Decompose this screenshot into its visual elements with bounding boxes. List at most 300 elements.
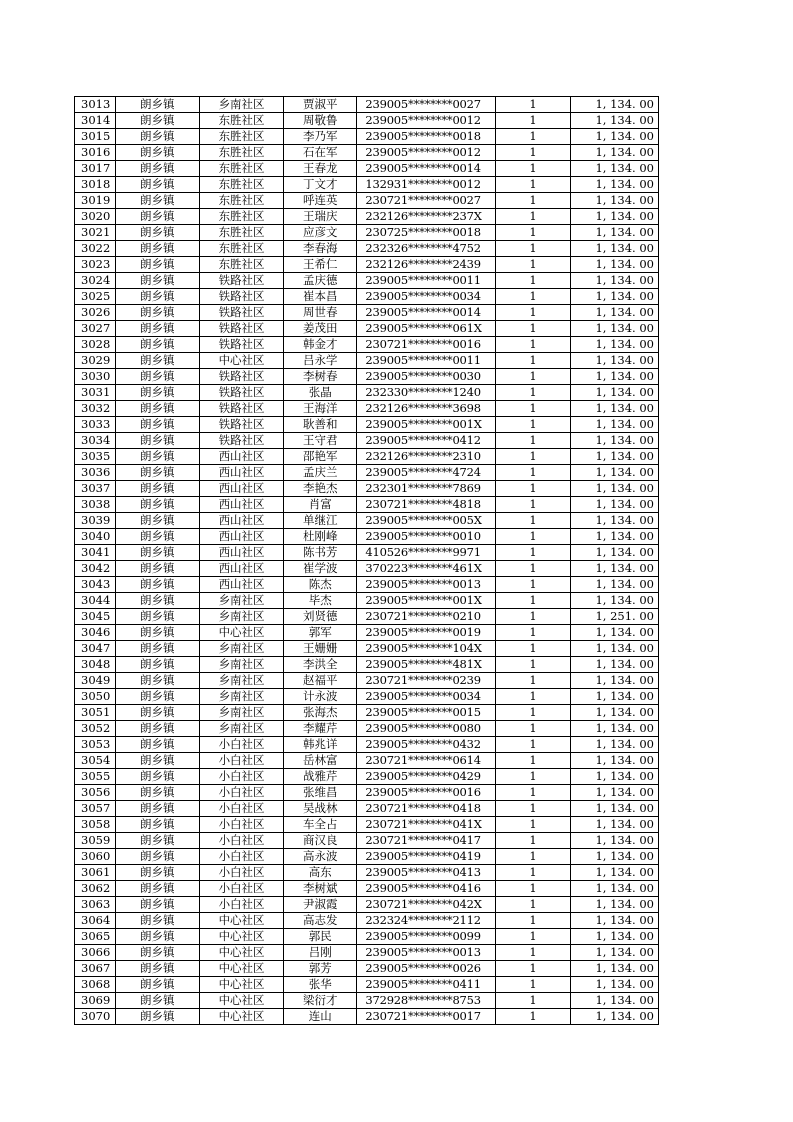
id-number-cell: 239005********005X	[357, 513, 496, 529]
person-name-cell: 王海洋	[284, 401, 357, 417]
row-number-cell: 3038	[75, 497, 116, 513]
count-cell: 1	[496, 321, 570, 337]
town-cell: 朗乡镇	[115, 673, 199, 689]
person-name-cell: 刘贤德	[284, 609, 357, 625]
community-cell: 铁路社区	[199, 433, 283, 449]
id-number-cell: 239005********0018	[357, 129, 496, 145]
count-cell: 1	[496, 273, 570, 289]
count-cell: 1	[496, 129, 570, 145]
count-cell: 1	[496, 513, 570, 529]
community-cell: 乡南社区	[199, 609, 283, 625]
town-cell: 朗乡镇	[115, 545, 199, 561]
row-number-cell: 3013	[75, 97, 116, 113]
table-row	[75, 417, 659, 433]
table-row	[75, 961, 659, 977]
count-cell: 1	[496, 945, 570, 961]
id-number-cell: 230721********0017	[357, 1009, 496, 1025]
community-cell: 乡南社区	[199, 705, 283, 721]
row-number-cell: 3045	[75, 609, 116, 625]
id-number-cell: 239005********0080	[357, 721, 496, 737]
community-cell: 乡南社区	[199, 689, 283, 705]
table-row	[75, 193, 659, 209]
table-row	[75, 881, 659, 897]
community-cell: 中心社区	[199, 1009, 283, 1025]
table-row	[75, 97, 659, 113]
community-cell: 乡南社区	[199, 657, 283, 673]
id-number-cell: 230725********0018	[357, 225, 496, 241]
id-number-cell: 239005********0027	[357, 97, 496, 113]
person-name-cell: 张华	[284, 977, 357, 993]
amount-cell: 1, 134. 00	[570, 945, 658, 961]
row-number-cell: 3031	[75, 385, 116, 401]
count-cell: 1	[496, 817, 570, 833]
table-row	[75, 145, 659, 161]
town-cell: 朗乡镇	[115, 705, 199, 721]
table-row	[75, 769, 659, 785]
amount-cell: 1, 134. 00	[570, 737, 658, 753]
person-name-cell: 车全占	[284, 817, 357, 833]
amount-cell: 1, 134. 00	[570, 369, 658, 385]
community-cell: 西山社区	[199, 497, 283, 513]
person-name-cell: 梁衍才	[284, 993, 357, 1009]
count-cell: 1	[496, 865, 570, 881]
person-name-cell: 崔学波	[284, 561, 357, 577]
community-cell: 小白社区	[199, 865, 283, 881]
id-number-cell: 230721********4818	[357, 497, 496, 513]
amount-cell: 1, 134. 00	[570, 481, 658, 497]
table-row	[75, 577, 659, 593]
row-number-cell: 3057	[75, 801, 116, 817]
person-name-cell: 李树斌	[284, 881, 357, 897]
table-row	[75, 897, 659, 913]
row-number-cell: 3037	[75, 481, 116, 497]
community-cell: 小白社区	[199, 801, 283, 817]
town-cell: 朗乡镇	[115, 129, 199, 145]
id-number-cell: 239005********061X	[357, 321, 496, 337]
row-number-cell: 3068	[75, 977, 116, 993]
table-row	[75, 241, 659, 257]
row-number-cell: 3047	[75, 641, 116, 657]
id-number-cell: 239005********0026	[357, 961, 496, 977]
id-number-cell: 230721********041X	[357, 817, 496, 833]
table-row	[75, 177, 659, 193]
row-number-cell: 3022	[75, 241, 116, 257]
amount-cell: 1, 134. 00	[570, 689, 658, 705]
id-number-cell: 239005********0413	[357, 865, 496, 881]
id-number-cell: 239005********001X	[357, 593, 496, 609]
community-cell: 中心社区	[199, 929, 283, 945]
person-name-cell: 陈书芳	[284, 545, 357, 561]
person-name-cell: 张海杰	[284, 705, 357, 721]
community-cell: 西山社区	[199, 529, 283, 545]
row-number-cell: 3015	[75, 129, 116, 145]
person-name-cell: 岳林富	[284, 753, 357, 769]
count-cell: 1	[496, 481, 570, 497]
table-row	[75, 561, 659, 577]
row-number-cell: 3017	[75, 161, 116, 177]
community-cell: 小白社区	[199, 753, 283, 769]
count-cell: 1	[496, 145, 570, 161]
community-cell: 小白社区	[199, 897, 283, 913]
person-name-cell: 陈杰	[284, 577, 357, 593]
community-cell: 铁路社区	[199, 401, 283, 417]
count-cell: 1	[496, 561, 570, 577]
town-cell: 朗乡镇	[115, 577, 199, 593]
town-cell: 朗乡镇	[115, 289, 199, 305]
person-name-cell: 李春海	[284, 241, 357, 257]
amount-cell: 1, 134. 00	[570, 97, 658, 113]
row-number-cell: 3052	[75, 721, 116, 737]
town-cell: 朗乡镇	[115, 1009, 199, 1025]
person-name-cell: 肖富	[284, 497, 357, 513]
person-name-cell: 呼连英	[284, 193, 357, 209]
person-name-cell: 战雅芹	[284, 769, 357, 785]
person-name-cell: 吴战林	[284, 801, 357, 817]
town-cell: 朗乡镇	[115, 305, 199, 321]
table-row	[75, 657, 659, 673]
table-row	[75, 129, 659, 145]
community-cell: 小白社区	[199, 817, 283, 833]
table-row	[75, 625, 659, 641]
id-number-cell: 230721********0027	[357, 193, 496, 209]
amount-cell: 1, 134. 00	[570, 641, 658, 657]
amount-cell: 1, 134. 00	[570, 353, 658, 369]
town-cell: 朗乡镇	[115, 321, 199, 337]
amount-cell: 1, 134. 00	[570, 465, 658, 481]
amount-cell: 1, 134. 00	[570, 273, 658, 289]
table-row	[75, 641, 659, 657]
id-number-cell: 239005********0012	[357, 145, 496, 161]
row-number-cell: 3019	[75, 193, 116, 209]
community-cell: 乡南社区	[199, 673, 283, 689]
id-number-cell: 239005********0034	[357, 689, 496, 705]
count-cell: 1	[496, 209, 570, 225]
town-cell: 朗乡镇	[115, 401, 199, 417]
town-cell: 朗乡镇	[115, 913, 199, 929]
person-name-cell: 计永波	[284, 689, 357, 705]
row-number-cell: 3051	[75, 705, 116, 721]
table-row	[75, 993, 659, 1009]
row-number-cell: 3025	[75, 289, 116, 305]
amount-cell: 1, 134. 00	[570, 337, 658, 353]
id-number-cell: 239005********0012	[357, 113, 496, 129]
person-name-cell: 李艳杰	[284, 481, 357, 497]
person-name-cell: 高志发	[284, 913, 357, 929]
town-cell: 朗乡镇	[115, 369, 199, 385]
count-cell: 1	[496, 961, 570, 977]
id-number-cell: 239005********0014	[357, 305, 496, 321]
id-number-cell: 230721********0210	[357, 609, 496, 625]
table-row	[75, 529, 659, 545]
person-name-cell: 耿善和	[284, 417, 357, 433]
person-name-cell: 韩兆详	[284, 737, 357, 753]
count-cell: 1	[496, 625, 570, 641]
count-cell: 1	[496, 353, 570, 369]
table-row	[75, 705, 659, 721]
amount-cell: 1, 134. 00	[570, 225, 658, 241]
community-cell: 铁路社区	[199, 289, 283, 305]
table-row	[75, 545, 659, 561]
count-cell: 1	[496, 225, 570, 241]
row-number-cell: 3029	[75, 353, 116, 369]
id-number-cell: 239005********0099	[357, 929, 496, 945]
row-number-cell: 3050	[75, 689, 116, 705]
table-row	[75, 113, 659, 129]
community-cell: 铁路社区	[199, 321, 283, 337]
town-cell: 朗乡镇	[115, 657, 199, 673]
row-number-cell: 3048	[75, 657, 116, 673]
amount-cell: 1, 134. 00	[570, 769, 658, 785]
count-cell: 1	[496, 929, 570, 945]
id-number-cell: 239005********0013	[357, 945, 496, 961]
id-number-cell: 410526********9971	[357, 545, 496, 561]
amount-cell: 1, 134. 00	[570, 593, 658, 609]
table-row	[75, 817, 659, 833]
person-name-cell: 李乃军	[284, 129, 357, 145]
id-number-cell: 230721********0614	[357, 753, 496, 769]
row-number-cell: 3049	[75, 673, 116, 689]
id-number-cell: 239005********0416	[357, 881, 496, 897]
amount-cell: 1, 134. 00	[570, 993, 658, 1009]
id-number-cell: 232126********237X	[357, 209, 496, 225]
person-name-cell: 周世春	[284, 305, 357, 321]
community-cell: 中心社区	[199, 945, 283, 961]
community-cell: 东胜社区	[199, 225, 283, 241]
table-row	[75, 753, 659, 769]
person-name-cell: 郭芳	[284, 961, 357, 977]
count-cell: 1	[496, 241, 570, 257]
id-number-cell: 239005********0014	[357, 161, 496, 177]
town-cell: 朗乡镇	[115, 737, 199, 753]
id-number-cell: 230721********0417	[357, 833, 496, 849]
amount-cell: 1, 134. 00	[570, 753, 658, 769]
town-cell: 朗乡镇	[115, 433, 199, 449]
amount-cell: 1, 134. 00	[570, 177, 658, 193]
amount-cell: 1, 134. 00	[570, 721, 658, 737]
town-cell: 朗乡镇	[115, 385, 199, 401]
town-cell: 朗乡镇	[115, 609, 199, 625]
community-cell: 铁路社区	[199, 337, 283, 353]
amount-cell: 1, 251. 00	[570, 609, 658, 625]
row-number-cell: 3041	[75, 545, 116, 561]
row-number-cell: 3034	[75, 433, 116, 449]
table-row	[75, 369, 659, 385]
id-number-cell: 372928********8753	[357, 993, 496, 1009]
person-name-cell: 郭军	[284, 625, 357, 641]
amount-cell: 1, 134. 00	[570, 321, 658, 337]
amount-cell: 1, 134. 00	[570, 241, 658, 257]
person-name-cell: 王姗姗	[284, 641, 357, 657]
row-number-cell: 3036	[75, 465, 116, 481]
person-name-cell: 应彦文	[284, 225, 357, 241]
person-name-cell: 姜茂田	[284, 321, 357, 337]
amount-cell: 1, 134. 00	[570, 401, 658, 417]
town-cell: 朗乡镇	[115, 529, 199, 545]
town-cell: 朗乡镇	[115, 849, 199, 865]
town-cell: 朗乡镇	[115, 337, 199, 353]
count-cell: 1	[496, 737, 570, 753]
community-cell: 铁路社区	[199, 305, 283, 321]
table-row	[75, 401, 659, 417]
amount-cell: 1, 134. 00	[570, 529, 658, 545]
amount-cell: 1, 134. 00	[570, 417, 658, 433]
community-cell: 西山社区	[199, 545, 283, 561]
person-name-cell: 郭民	[284, 929, 357, 945]
count-cell: 1	[496, 577, 570, 593]
town-cell: 朗乡镇	[115, 817, 199, 833]
table-row	[75, 353, 659, 369]
id-number-cell: 132931********0012	[357, 177, 496, 193]
amount-cell: 1, 134. 00	[570, 129, 658, 145]
row-number-cell: 3014	[75, 113, 116, 129]
count-cell: 1	[496, 785, 570, 801]
table-row	[75, 737, 659, 753]
id-number-cell: 239005********0013	[357, 577, 496, 593]
row-number-cell: 3059	[75, 833, 116, 849]
town-cell: 朗乡镇	[115, 593, 199, 609]
table-row	[75, 1009, 659, 1025]
row-number-cell: 3055	[75, 769, 116, 785]
row-number-cell: 3023	[75, 257, 116, 273]
community-cell: 乡南社区	[199, 721, 283, 737]
row-number-cell: 3035	[75, 449, 116, 465]
count-cell: 1	[496, 193, 570, 209]
count-cell: 1	[496, 497, 570, 513]
community-cell: 小白社区	[199, 881, 283, 897]
person-name-cell: 丁文才	[284, 177, 357, 193]
town-cell: 朗乡镇	[115, 785, 199, 801]
community-cell: 东胜社区	[199, 257, 283, 273]
id-number-cell: 230721********0239	[357, 673, 496, 689]
table-row	[75, 337, 659, 353]
amount-cell: 1, 134. 00	[570, 849, 658, 865]
person-name-cell: 崔本昌	[284, 289, 357, 305]
town-cell: 朗乡镇	[115, 97, 199, 113]
person-name-cell: 李耀芹	[284, 721, 357, 737]
person-name-cell: 王春龙	[284, 161, 357, 177]
town-cell: 朗乡镇	[115, 513, 199, 529]
row-number-cell: 3021	[75, 225, 116, 241]
amount-cell: 1, 134. 00	[570, 145, 658, 161]
row-number-cell: 3018	[75, 177, 116, 193]
id-number-cell: 239005********001X	[357, 417, 496, 433]
row-number-cell: 3069	[75, 993, 116, 1009]
amount-cell: 1, 134. 00	[570, 497, 658, 513]
amount-cell: 1, 134. 00	[570, 961, 658, 977]
id-number-cell: 230721********042X	[357, 897, 496, 913]
id-number-cell: 230721********0016	[357, 337, 496, 353]
id-number-cell: 370223********461X	[357, 561, 496, 577]
person-name-cell: 高永波	[284, 849, 357, 865]
id-number-cell: 232324********2112	[357, 913, 496, 929]
row-number-cell: 3062	[75, 881, 116, 897]
amount-cell: 1, 134. 00	[570, 801, 658, 817]
town-cell: 朗乡镇	[115, 865, 199, 881]
row-number-cell: 3070	[75, 1009, 116, 1025]
count-cell: 1	[496, 657, 570, 673]
row-number-cell: 3030	[75, 369, 116, 385]
id-number-cell: 239005********0411	[357, 977, 496, 993]
community-cell: 中心社区	[199, 961, 283, 977]
count-cell: 1	[496, 1009, 570, 1025]
town-cell: 朗乡镇	[115, 833, 199, 849]
town-cell: 朗乡镇	[115, 881, 199, 897]
town-cell: 朗乡镇	[115, 961, 199, 977]
town-cell: 朗乡镇	[115, 193, 199, 209]
community-cell: 小白社区	[199, 737, 283, 753]
table-row	[75, 833, 659, 849]
town-cell: 朗乡镇	[115, 977, 199, 993]
count-cell: 1	[496, 849, 570, 865]
community-cell: 东胜社区	[199, 145, 283, 161]
id-number-cell: 232301********7869	[357, 481, 496, 497]
count-cell: 1	[496, 465, 570, 481]
count-cell: 1	[496, 609, 570, 625]
row-number-cell: 3016	[75, 145, 116, 161]
count-cell: 1	[496, 881, 570, 897]
count-cell: 1	[496, 385, 570, 401]
count-cell: 1	[496, 417, 570, 433]
row-number-cell: 3027	[75, 321, 116, 337]
row-number-cell: 3028	[75, 337, 116, 353]
town-cell: 朗乡镇	[115, 897, 199, 913]
row-number-cell: 3024	[75, 273, 116, 289]
person-name-cell: 张晶	[284, 385, 357, 401]
id-number-cell: 239005********4724	[357, 465, 496, 481]
amount-cell: 1, 134. 00	[570, 833, 658, 849]
count-cell: 1	[496, 545, 570, 561]
id-number-cell: 239005********0011	[357, 273, 496, 289]
table-row	[75, 945, 659, 961]
person-name-cell: 王希仁	[284, 257, 357, 273]
town-cell: 朗乡镇	[115, 113, 199, 129]
town-cell: 朗乡镇	[115, 177, 199, 193]
row-number-cell: 3058	[75, 817, 116, 833]
row-number-cell: 3066	[75, 945, 116, 961]
count-cell: 1	[496, 977, 570, 993]
amount-cell: 1, 134. 00	[570, 385, 658, 401]
town-cell: 朗乡镇	[115, 209, 199, 225]
count-cell: 1	[496, 897, 570, 913]
amount-cell: 1, 134. 00	[570, 913, 658, 929]
table-row	[75, 289, 659, 305]
amount-cell: 1, 134. 00	[570, 817, 658, 833]
id-number-cell: 239005********0429	[357, 769, 496, 785]
table-row	[75, 865, 659, 881]
person-name-cell: 邵艳军	[284, 449, 357, 465]
row-number-cell: 3020	[75, 209, 116, 225]
person-name-cell: 李树春	[284, 369, 357, 385]
id-number-cell: 239005********0034	[357, 289, 496, 305]
town-cell: 朗乡镇	[115, 641, 199, 657]
person-name-cell: 吕永学	[284, 353, 357, 369]
amount-cell: 1, 134. 00	[570, 657, 658, 673]
person-name-cell: 石在军	[284, 145, 357, 161]
community-cell: 西山社区	[199, 465, 283, 481]
town-cell: 朗乡镇	[115, 769, 199, 785]
community-cell: 西山社区	[199, 561, 283, 577]
amount-cell: 1, 134. 00	[570, 1009, 658, 1025]
amount-cell: 1, 134. 00	[570, 545, 658, 561]
count-cell: 1	[496, 801, 570, 817]
count-cell: 1	[496, 689, 570, 705]
row-number-cell: 3039	[75, 513, 116, 529]
community-cell: 乡南社区	[199, 593, 283, 609]
count-cell: 1	[496, 769, 570, 785]
person-name-cell: 韩金才	[284, 337, 357, 353]
amount-cell: 1, 134. 00	[570, 209, 658, 225]
count-cell: 1	[496, 593, 570, 609]
